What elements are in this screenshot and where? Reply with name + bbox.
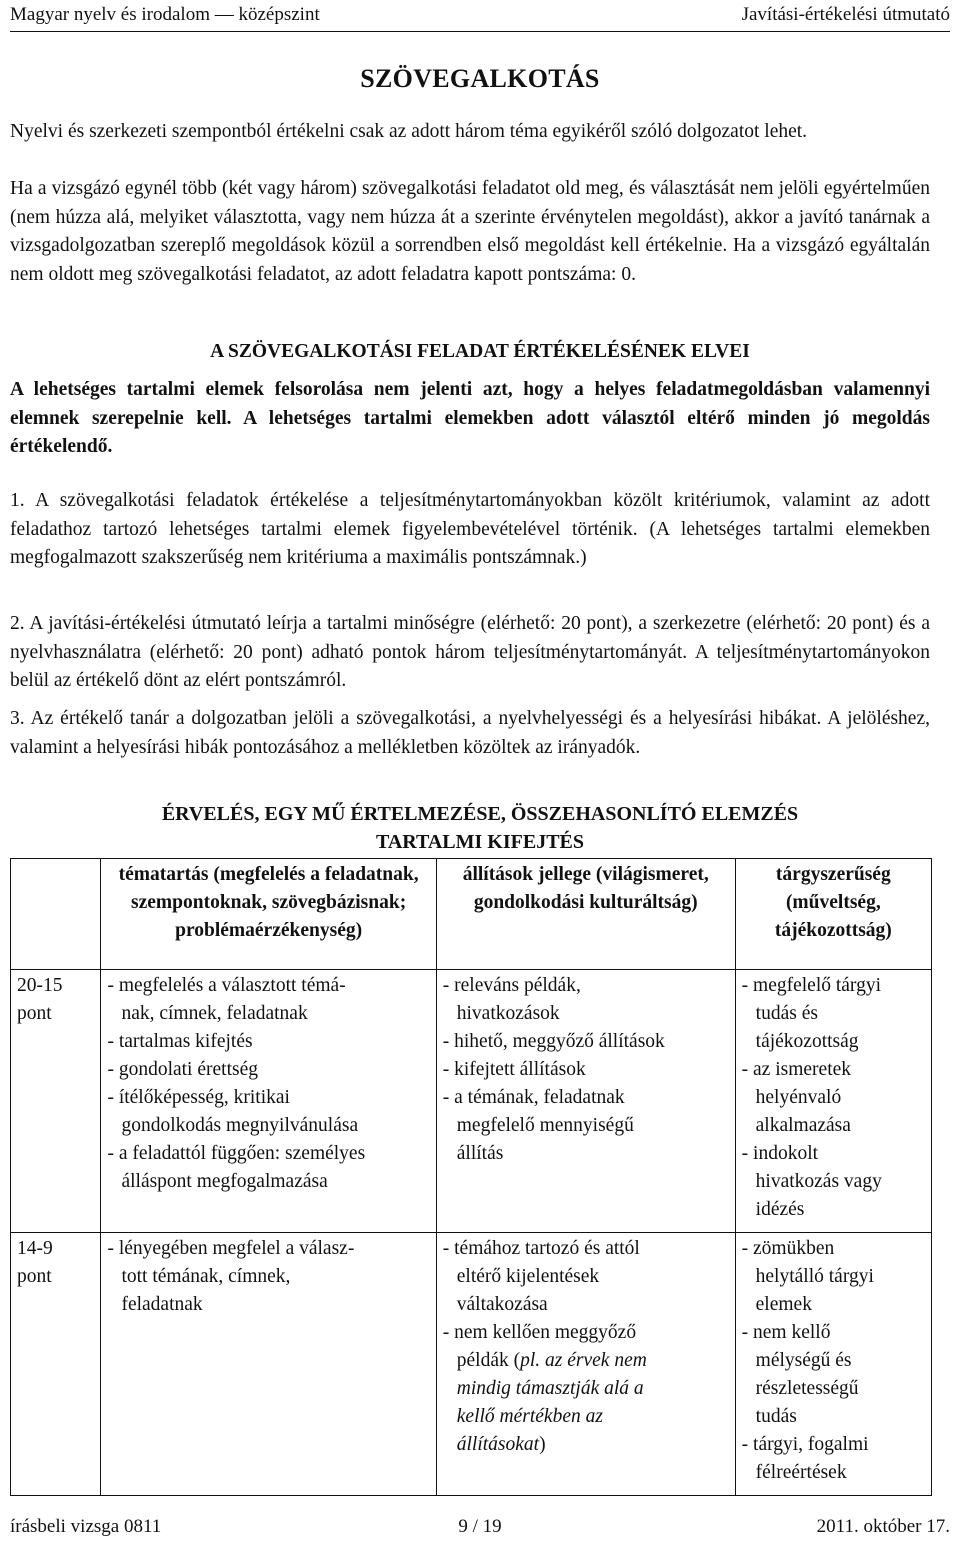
page-header (10, 0, 950, 34)
list-item: megfelelő mennyiségű (456, 1115, 634, 1136)
table-row (11, 970, 932, 1233)
example-italic-text: állításokat (456, 1434, 540, 1455)
list-item: alkalmazása (755, 1115, 851, 1136)
list-item: részletességű (755, 1378, 859, 1399)
list-item: - témához tartozó és attól (442, 1238, 640, 1259)
example-italic-text: kellő mértékben az (456, 1406, 603, 1427)
header-left: Magyar nyelv és irodalom — középszint (10, 4, 320, 25)
list-item (443, 1375, 729, 1403)
table-header-cell: állítások jellege (világismeret, gondolkodási kulturáltság) (436, 859, 735, 970)
list-item: elemek (755, 1294, 812, 1315)
list-item: állítás (456, 1143, 504, 1164)
intro-paragraph-1: Nyelvi és szerkezeti szempontból értékelni csak az adott három téma egyikéről szóló dolgozatot lehet. (10, 121, 808, 142)
criteria-table (10, 858, 932, 1496)
list-item: - gondolati érettség (107, 1059, 258, 1080)
principles-text: A lehetséges tartalmi elemek felsorolása nem jelenti azt, hogy a helyes feladatmegoldásban valamennyi elemnek szerepelnie kell. A lehetséges tartalmi elemekben adott választól eltérő minden jó megoldás értékelendő. (10, 379, 930, 457)
list-item: mélységű és (755, 1350, 852, 1371)
list-item: helyénvaló (755, 1087, 842, 1108)
list-item: hivatkozások (456, 1003, 560, 1024)
list-item: - megfelelés a választott témá- (107, 975, 346, 996)
header-right: Javítási-értékelési útmutató (741, 4, 950, 25)
table-header-cell: tématartás (megfelelés a feladatnak, szempontoknak, szövegbázisnak; problémaérzékenység) (101, 859, 436, 970)
example-italic-text: mindig támasztják alá a (456, 1378, 644, 1399)
example-suffix: ) (539, 1434, 546, 1455)
row-label (11, 970, 101, 1233)
list-item: félreértések (755, 1462, 847, 1483)
section-title-line-1: ÉRVELÉS, EGY MŰ ÉRTELMEZÉSE, ÖSSZEHASONLÍTÓ ELEMZÉS (161, 803, 799, 825)
list-item (443, 1403, 729, 1431)
list-item: - zömükben (741, 1238, 835, 1259)
list-item: tájékozottság (755, 1031, 859, 1052)
list-item: - tárgyi, fogalmi (741, 1434, 869, 1455)
list-item: - nem kellően meggyőző (442, 1322, 637, 1343)
list-item: - kifejtett állítások (442, 1059, 586, 1080)
section-title-line-2: TARTALMI KIFEJTÉS (375, 831, 585, 853)
list-item: - lényegében megfelel a válasz- (107, 1238, 355, 1259)
example-italic-text: pl. az érvek nem (520, 1350, 647, 1371)
list-item: eltérő kijelentések (456, 1266, 600, 1287)
list-item: - nem kellő (741, 1322, 831, 1343)
list-item: - indokolt (741, 1143, 819, 1164)
list-item: - megfelelő tárgyi (741, 975, 881, 996)
list-item: álláspont megfogalmazása (121, 1171, 328, 1192)
section-title (0, 800, 960, 856)
footer-left: írásbeli vizsga 0811 (10, 1516, 162, 1537)
table-cell (436, 970, 735, 1233)
header-rule (10, 31, 950, 32)
example-prefix: példák ( (456, 1350, 521, 1371)
table-cell (735, 970, 931, 1233)
list-item: nak, címnek, feladatnak (121, 1003, 308, 1024)
list-item (443, 1431, 729, 1459)
intro-paragraph-2: Ha a vizsgázó egynél több (két vagy három) szövegalkotási feladatot old meg, és választását nem jelöli egyértelműen (nem húzza alá, melyiket választotta, vagy nem húzza át a szerinte érvénytelen megoldást), akkor a javító tanárnak a vizsgadolgozatban szereplő megoldások közül a sorrendben első megoldást kell értékelnie. Ha a vizsgázó egyáltalán nem oldott meg szövegalkotási feladatot, az adott feladatra kapott pontszáma: 0. (10, 178, 930, 285)
list-item: - releváns példák, (442, 975, 581, 996)
list-item: tudás (755, 1406, 797, 1427)
list-item: - a feladattól függően: személyes (107, 1143, 366, 1164)
table-corner-cell (11, 859, 101, 970)
list-item: tott témának, címnek, (121, 1266, 291, 1287)
list-item: idézés (755, 1199, 805, 1220)
table-header-row (11, 859, 932, 970)
list-item: - a témának, feladatnak (442, 1087, 625, 1108)
principles-heading: A SZÖVEGALKOTÁSI FELADAT ÉRTÉKELÉSÉNEK ELVEI (210, 341, 750, 362)
page-title: SZÖVEGALKOTÁS (360, 64, 600, 93)
table-cell (101, 970, 436, 1233)
list-item: - az ismeretek (741, 1059, 852, 1080)
list-item: váltakozása (456, 1294, 548, 1315)
footer-page-number: 9 / 19 (458, 1516, 502, 1537)
table-cell (735, 1233, 931, 1496)
numbered-item-2: 2. A javítási-értékelési útmutató leírja a tartalmi minőségre (elérhető: 20 pont), a szerkezetre (elérhető: 20 pont) és a nyelvhasználatra (elérhető: 20 pont) adható pontok három teljesítménytartományát. A teljesítménytartományokon belül az értékelő dönt az elért pontszámról. (10, 613, 930, 691)
list-item: feladatnak (121, 1294, 203, 1315)
numbered-item-1: 1. A szövegalkotási feladatok értékelése a teljesítménytartományokban közölt kritériumok, valamint az adott feladathoz tartozó lehetséges tartalmi elemek figyelembevételével történik. (A lehetséges tartalmi elemekben megfogalmazott szakszerűség nem kritériuma a maximális pontszámnak.) (10, 490, 930, 568)
list-item: tudás és (755, 1003, 818, 1024)
list-item: - ítélőképesség, kritikai (107, 1087, 290, 1108)
table-cell (101, 1233, 436, 1496)
table-cell (436, 1233, 735, 1496)
list-item (443, 1347, 729, 1375)
list-item: helytálló tárgyi (755, 1266, 874, 1287)
table-header-cell: tárgyszerűség (műveltség, tájékozottság) (735, 859, 931, 970)
row-label-text: 20-15 pont (17, 975, 63, 1024)
footer-date: 2011. október 17. (816, 1516, 950, 1537)
row-label (11, 1233, 101, 1496)
list-item: - hihető, meggyőző állítások (442, 1031, 665, 1052)
list-item: - tartalmas kifejtés (107, 1031, 253, 1052)
list-item: hivatkozás vagy (755, 1171, 882, 1192)
numbered-item-3: 3. Az értékelő tanár a dolgozatban jelöli a szövegalkotási, a nyelvhelyességi és a helyesírási hibákat. A jelöléshez, valamint a helyesírási hibák pontozásához a mellékletben közöltek az irányadók. (10, 708, 930, 758)
row-label-text: 14-9 pont (17, 1238, 53, 1287)
list-item: gondolkodás megnyilvánulása (121, 1115, 359, 1136)
table-row (11, 1233, 932, 1496)
